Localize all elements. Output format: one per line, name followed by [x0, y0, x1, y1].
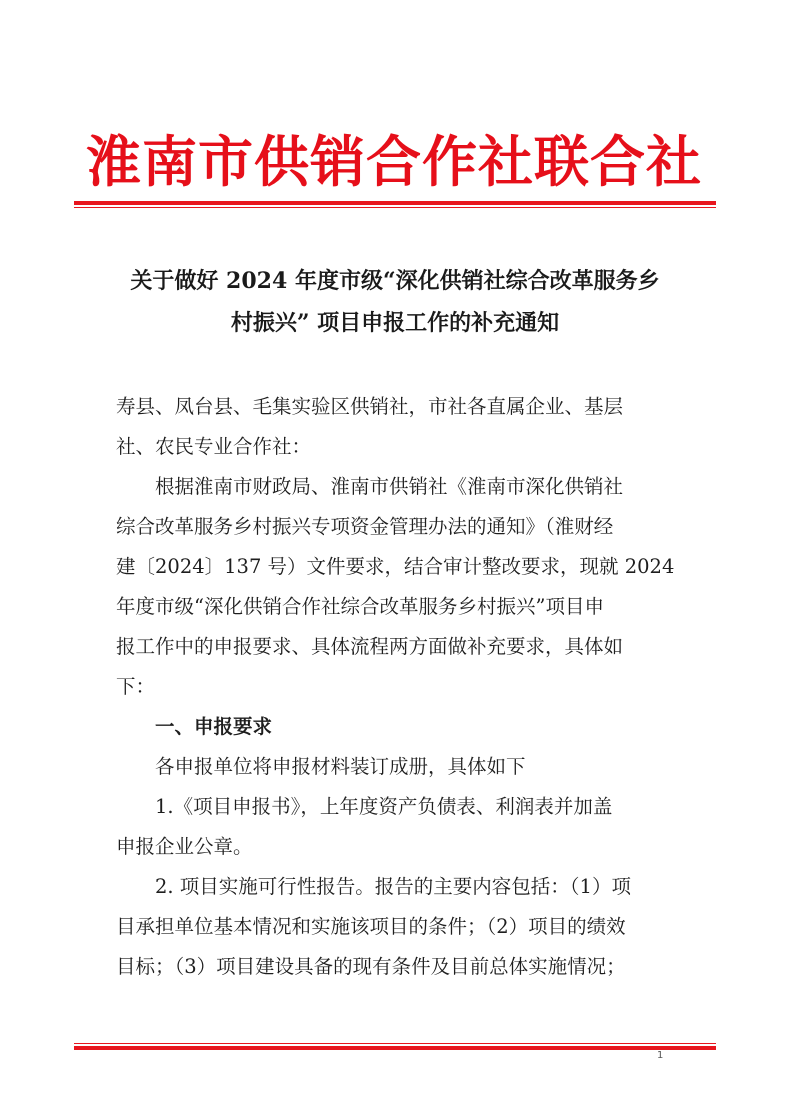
list-item-line: 目标；（3）项目建设具备的现有条件及目前总体实施情况；: [116, 955, 626, 978]
footer-red-rule: [74, 1043, 716, 1050]
list-item-line: 申报企业公章。: [116, 835, 253, 858]
document-title: [100, 260, 690, 344]
paragraph-line: 报工作中的申报要求、具体流程两方面做补充要求，具体如: [116, 635, 624, 658]
paragraph-line: 年度市级“深化供销合作社综合改革服务乡村振兴”项目申: [116, 595, 604, 618]
header-rule-thick: [74, 201, 716, 205]
paragraph-line: 下：: [116, 675, 156, 698]
paragraph-line: 建〔2024〕137 号）文件要求，结合审计整改要求，现就 2024: [116, 555, 675, 578]
list-item-line: 目承担单位基本情况和实施该项目的条件；（2）项目的绩效: [116, 915, 626, 938]
page-number: 1: [657, 1050, 664, 1061]
paragraph-line: 根据淮南市财政局、淮南市供销社《淮南市深化供销社: [155, 475, 624, 498]
footer-rule-thin: [74, 1043, 716, 1044]
paragraph-line: 综合改革服务乡村振兴专项资金管理办法的通知》（淮财经: [116, 515, 614, 538]
list-item-line: 1.《项目申报书》，上年度资产负债表、利润表并加盖: [155, 795, 613, 818]
header-red-rule: [74, 201, 716, 208]
header-rule-thin: [74, 207, 716, 208]
salutation-line-1: 寿县、凤台县、毛集实验区供销社，市社各直属企业、基层: [116, 395, 624, 418]
section-heading: 一、申报要求: [155, 715, 273, 738]
document-body: [116, 387, 676, 987]
list-item-line: 2. 项目实施可行性报告。报告的主要内容包括：（1）项: [155, 875, 631, 898]
salutation-line-2: 社、农民专业合作社：: [116, 435, 312, 458]
paragraph-line: 各申报单位将申报材料装订成册，具体如下: [155, 755, 526, 778]
footer-rule-thick: [74, 1046, 716, 1050]
title-line-2: 村振兴” 项目申报工作的补充通知: [230, 310, 560, 336]
masthead-title: 淮南市供销合作社联合社: [85, 129, 702, 194]
title-line-1: 关于做好 2024 年度市级“深化供销社综合改革服务乡: [130, 268, 660, 294]
